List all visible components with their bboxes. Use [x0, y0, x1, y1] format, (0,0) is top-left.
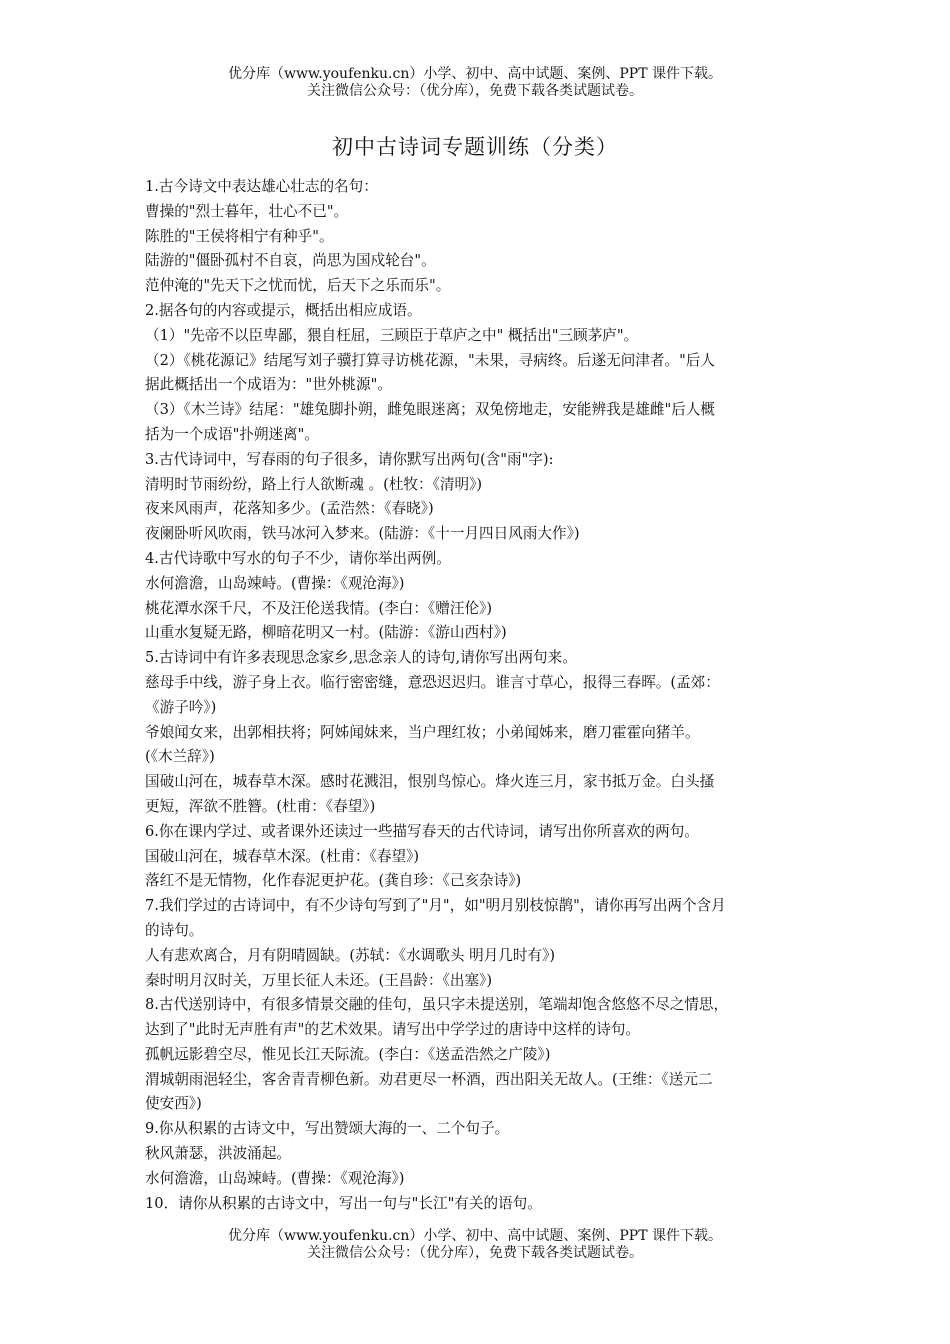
- text-line: 5.古诗词中有许多表现思念家乡,思念亲人的诗句,请你写出两句来。: [145, 649, 577, 667]
- text-line: 秋风萧瑟，洪波涌起。: [145, 1145, 291, 1163]
- footer-line-2: 关注微信公众号：（优分库），免费下载各类试题试卷。: [307, 1245, 643, 1261]
- text-line: 7.我们学过的古诗词中，有不少诗句写到了"月"，如"明月别枝惊鹊"，请你再写出两个含月: [145, 897, 726, 915]
- header-line-2: 关注微信公众号：（优分库），免费下载各类试题试卷。: [307, 83, 643, 99]
- text-line: 水何澹澹，山岛竦峙。(曹操：《观沧海》): [145, 1169, 405, 1187]
- text-line: （2）《桃花源记》结尾写刘子骥打算寻访桃花源，"未果，寻病终。后遂无问津者。"后人: [145, 351, 715, 369]
- text-line: 更短，浑欲不胜簪。(杜甫：《春望》): [145, 797, 376, 815]
- text-line: 渭城朝雨浥轻尘，客舍青青柳色新。劝君更尽一杯酒，西出阳关无故人。(王维：《送元二: [145, 1070, 713, 1088]
- page-footer: [0, 1228, 950, 1262]
- text-line: （3）《木兰诗》结尾："雄兔脚扑朔，雌兔眼迷离；双兔傍地走，安能辨我是雄雌"后人概: [145, 401, 715, 419]
- text-line: 3.古代诗词中，写春雨的句子很多，请你默写出两句(含"雨"字):: [145, 450, 554, 468]
- text-line: 爷娘闻女来，出郭相扶将；阿姊闻妹来，当户理红妆；小弟闻姊来，磨刀霍霍向猪羊。: [145, 723, 700, 741]
- text-line: 国破山河在，城春草木深。感时花溅泪，恨别鸟惊心。烽火连三月，家书抵万金。白头搔: [145, 773, 715, 791]
- text-line: 8.古代送别诗中，有很多情景交融的佳句，虽只字未提送别，笔端却饱含悠悠不尽之情思，: [145, 996, 729, 1014]
- text-line: 孤帆远影碧空尽，惟见长江天际流。(李白：《送孟浩然之广陵》): [145, 1045, 551, 1063]
- text-line: 达到了"此时无声胜有声"的艺术效果。请写出中学学过的唐诗中这样的诗句。: [145, 1021, 641, 1039]
- text-line: 秦时明月汉时关，万里长征人未还。(王昌龄：《出塞》): [145, 971, 493, 989]
- text-line: 桃花潭水深千尺，不及汪伦送我情。(李白：《赠汪伦》): [145, 599, 493, 617]
- text-line: 落红不是无情物，化作春泥更护花。(龚自珍：《己亥杂诗》): [145, 872, 522, 890]
- text-line: （1）"先帝不以臣卑鄙，猥自枉屈，三顾臣于草庐之中" 概括出"三顾茅庐"。: [145, 326, 639, 344]
- text-line: 《游子吟》): [145, 698, 217, 716]
- text-line: 人有悲欢离合，月有阴晴圆缺。(苏轼：《水调歌头 明月几时有》): [145, 946, 556, 964]
- text-line: 夜阑卧听风吹雨，铁马冰河入梦来。(陆游：《十一月四日风雨大作》): [145, 525, 580, 543]
- text-line: 10．请你从积累的古诗文中，写出一句与"长江"有关的语句。: [145, 1194, 542, 1212]
- text-line: (《木兰辞》): [145, 748, 215, 766]
- document-body: [145, 175, 805, 1216]
- text-line: 6.你在课内学过、或者课外还读过一些描写春天的古代诗词，请写出你所喜欢的两句。: [145, 822, 699, 840]
- text-line: 水何澹澹，山岛竦峙。(曹操：《观沧海》): [145, 574, 405, 592]
- text-line: 清明时节雨纷纷，路上行人欲断魂 。(杜牧：《清明》): [145, 475, 483, 493]
- text-line: 国破山河在，城春草木深。(杜甫：《春望》): [145, 847, 420, 865]
- text-line: 山重水复疑无路，柳暗花明又一村。(陆游：《游山西村》): [145, 624, 507, 642]
- text-line: 9.你从积累的古诗文中，写出赞颂大海的一、二个句子。: [145, 1120, 510, 1138]
- text-line: 陆游的"僵卧孤村不自哀，尚思为国戍轮台"。: [145, 252, 436, 270]
- text-line: 1.古今诗文中表达雄心壮志的名句：: [145, 178, 378, 195]
- text-line: 据此概括出一个成语为："世外桃源"。: [145, 376, 392, 394]
- text-line: 慈母手中线，游子身上衣。临行密密缝，意恐迟迟归。谁言寸草心，报得三春晖。(孟郊：: [145, 673, 720, 691]
- page-header: [0, 66, 950, 100]
- text-line: 曹操的"烈士暮年，壮心不已"。: [145, 202, 349, 220]
- document-title: 初中古诗词专题训练（分类）: [332, 135, 618, 159]
- text-line: 的诗句。: [145, 921, 204, 939]
- footer-line-1: 优分库（www.youfenku.cn）小学、初中、高中试题、案例、PPT 课件下载。: [227, 1228, 722, 1244]
- text-line: 陈胜的"王侯将相宁有种乎"。: [145, 227, 334, 245]
- text-line: 夜来风雨声，花落知多少。(孟浩然：《春晓》): [145, 500, 434, 518]
- text-line: 范仲淹的"先天下之忧而忧，后天下之乐而乐"。: [145, 277, 451, 295]
- text-line: 使安西》): [145, 1095, 202, 1113]
- text-line: 括为一个成语"扑朔迷离"。: [145, 425, 319, 443]
- text-line: 2.据各句的内容或提示，概括出相应成语。: [145, 301, 422, 319]
- text-line: 4.古代诗歌中写水的句子不少，请你举出两例。: [145, 549, 451, 567]
- header-line-1: 优分库（www.youfenku.cn）小学、初中、高中试题、案例、PPT 课件下载。: [227, 66, 722, 82]
